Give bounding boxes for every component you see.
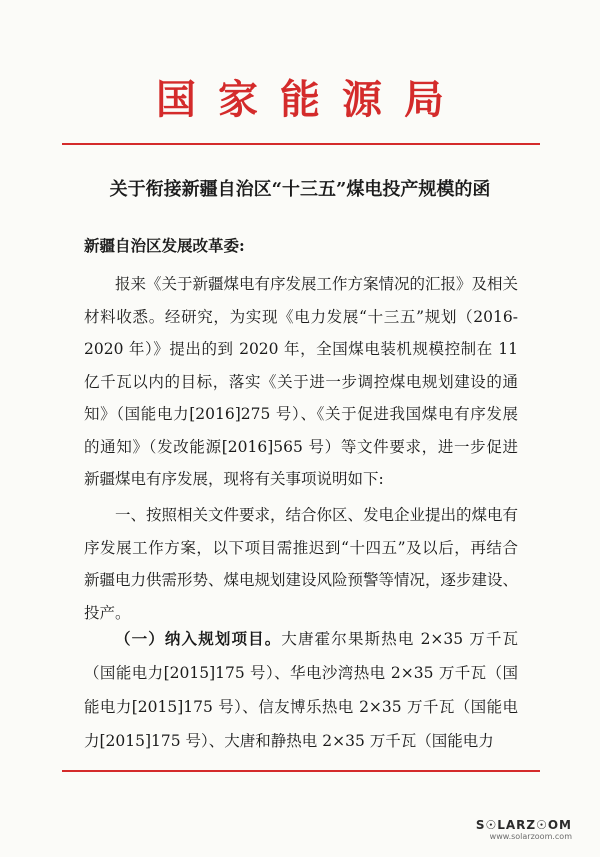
paragraph-item-one [84, 622, 518, 758]
letterhead-org: 国家能源局 [156, 76, 466, 123]
paragraph: 一、按照相关文件要求，结合你区、发电企业提出的煤电有序发展工作方案，以下项目需推迟到“十四五”及以后，再结合新疆电力供需形势、煤电规划建设风险预警等情况，逐步建设、投产。 [84, 506, 519, 622]
red-rule-top [62, 143, 540, 145]
salutation: 新疆自治区发展改革委: [84, 236, 245, 255]
watermark [476, 818, 572, 841]
red-rule-bottom [62, 770, 540, 772]
paragraph: 报来《关于新疆煤电有序发展工作方案情况的汇报》及相关材料收悉。经研究，为实现《电力发展“十三五”规划（2016-2020 年）》提出的到 2020 年，全国煤电装机规模控制在 11 亿千瓦以内的目标，落实《关于进一步调控煤电规划建设的通知》（国能电力[2016]275 号）、《关于促进我国煤电有序发展的通知》（发改能源[2016]565 号）等文件要求，进一步促进新疆煤电有序发展，现将有关事项说明如下: [84, 275, 519, 488]
item-one-lead: （一）纳入规划项目。 [115, 629, 282, 648]
watermark-url: www.solarzoom.com [489, 832, 572, 841]
watermark-brand: S☉LARZ☉OM [475, 818, 572, 832]
document-title: 关于衔接新疆自治区“十三五”煤电投产规模的函 [109, 179, 491, 200]
item-one-text: 大唐霍尔果斯热电 2×35 万千瓦（国能电力[2015]175 号）、华电沙湾热电 2×35 万千瓦（国能电力[2015]175 号）、信友博乐热电 2×35 万千瓦（国能电力[2015]175 号）、大唐和静热电 2×35 万千瓦（国能电力 [84, 630, 518, 750]
